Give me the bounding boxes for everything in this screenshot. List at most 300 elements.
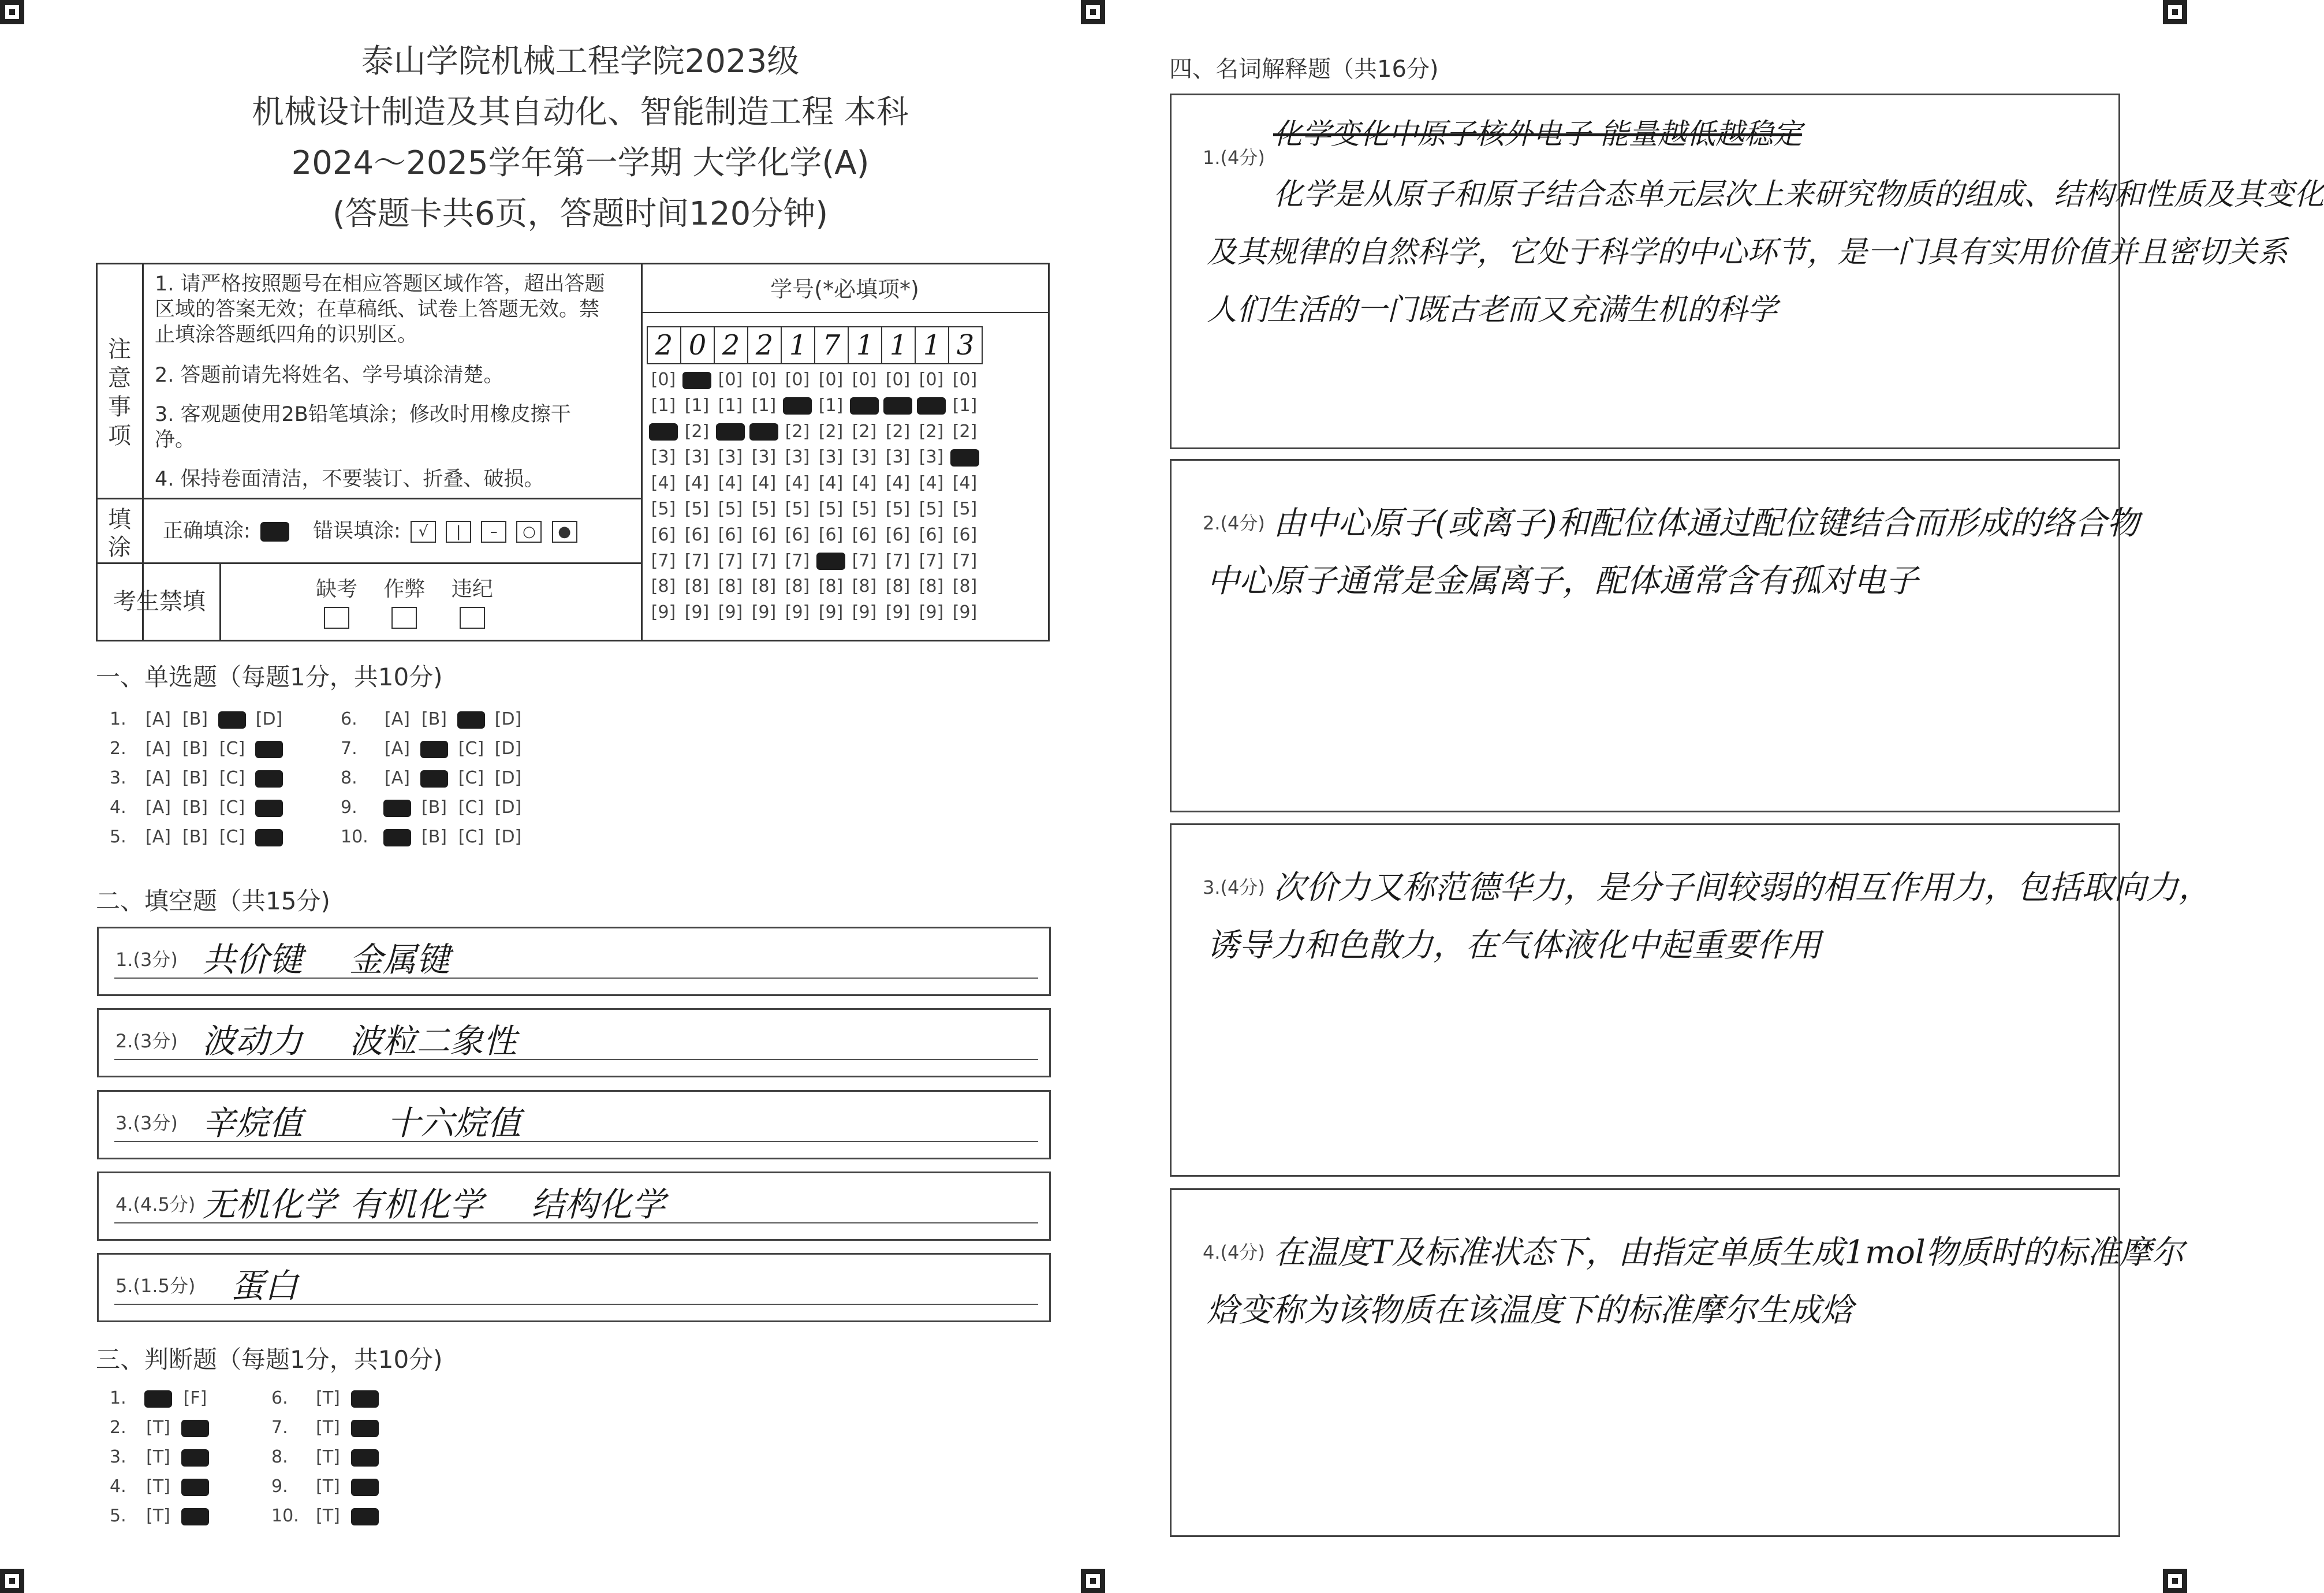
checkbox[interactable] (460, 607, 485, 629)
section3-title: 三、判断题（每题1分，共10分) (96, 1345, 443, 1374)
true-false-question (110, 1388, 214, 1408)
student-id-bubble-filled[interactable] (915, 396, 948, 416)
student-id-bubble[interactable]: [9] (651, 602, 676, 623)
correct-fill-label: 正确填涂: (163, 520, 251, 543)
student-id-bubble[interactable]: [7] (785, 550, 810, 571)
choice-option[interactable]: [B] (182, 709, 208, 729)
handwritten-answer-line[interactable]: 中心原子通常是金属离子，配体通常含有孤对电子 (1207, 562, 1918, 600)
filled-mark (255, 770, 283, 788)
question-number: 8. (341, 768, 357, 788)
filled-mark (351, 1449, 379, 1467)
handwritten-answer[interactable]: 波动力 (202, 1021, 303, 1061)
student-id-bubble[interactable]: [4] (818, 473, 844, 494)
question-number: 10. (271, 1506, 299, 1526)
handwritten-answer[interactable]: 无机化学 (202, 1185, 337, 1224)
handwritten-answer[interactable]: 结构化学 (531, 1185, 666, 1224)
student-id-bubble[interactable]: [2] (885, 421, 911, 442)
choice-option[interactable]: [B] (182, 827, 208, 847)
filled-mark (255, 829, 283, 846)
single-choice-question (110, 709, 288, 729)
student-id-bubble[interactable]: [3] (919, 447, 944, 468)
single-choice-question (110, 797, 288, 818)
student-id-bubble-row (647, 473, 982, 494)
student-id-bubble[interactable]: [4] (885, 473, 911, 494)
student-id-bubble-filled[interactable] (714, 421, 747, 442)
question-number: 3. (110, 1447, 126, 1467)
ban-label: 考生禁填 (113, 588, 206, 615)
notice-item-3: 3. 客观题使用2B铅笔填涂；修改时用橡皮擦干净。 (155, 403, 571, 452)
term-question-label: 4.(4分) (1203, 1241, 1265, 1263)
filled-mark (255, 800, 283, 817)
choice-option[interactable]: [B] (421, 827, 447, 847)
tf-option[interactable]: [F] (183, 1388, 207, 1408)
student-id-bubble[interactable]: [8] (885, 576, 911, 597)
question-number: 6. (341, 709, 357, 729)
student-id-bubble[interactable]: [2] (852, 421, 877, 442)
student-id-bubble[interactable]: [0] (751, 370, 777, 390)
registration-mark-top-left (0, 0, 24, 24)
student-id-bubble[interactable]: [8] (818, 576, 844, 597)
handwritten-answer[interactable]: 蛋白 (231, 1266, 299, 1305)
student-id-bubble[interactable]: [8] (852, 576, 877, 597)
student-id-digit: 1 (916, 327, 949, 363)
student-id-bubble[interactable]: [6] (885, 524, 911, 545)
student-id-bubble[interactable]: [9] (818, 602, 844, 623)
student-id-bubble-filled[interactable] (881, 396, 915, 416)
choice-option[interactable]: [A] (385, 709, 410, 729)
student-id-digit: 1 (782, 327, 815, 363)
student-id-bubble[interactable]: [3] (718, 447, 743, 468)
choice-option[interactable]: [C] (458, 827, 484, 847)
correct-fill-sample (260, 522, 289, 542)
choice-option-filled[interactable] (379, 797, 416, 818)
single-choice-question (341, 827, 527, 847)
tf-option-filled[interactable] (346, 1447, 383, 1467)
student-id-bubble[interactable]: [1] (718, 395, 743, 416)
student-id-bubble[interactable]: [7] (751, 550, 777, 571)
filled-mark (816, 553, 845, 570)
question-number: 6. (271, 1388, 288, 1408)
student-id-bubble-filled[interactable] (848, 396, 881, 416)
question-number: 2. (110, 1417, 126, 1438)
filled-mark (351, 1508, 379, 1525)
choice-option[interactable]: [D] (494, 709, 522, 729)
true-false-question (271, 1506, 383, 1526)
tf-option-filled[interactable] (177, 1447, 214, 1467)
handwritten-answer[interactable]: 波粒二象性 (349, 1021, 517, 1061)
section4-title: 四、名词解释题（共16分) (1169, 56, 1439, 83)
student-id-bubble[interactable]: [5] (852, 499, 877, 519)
true-false-question (110, 1476, 214, 1497)
handwritten-answer[interactable]: 辛烷值 (202, 1103, 303, 1143)
checkbox[interactable] (391, 607, 417, 629)
student-id-bubble[interactable]: [3] (785, 447, 810, 468)
question-number: 9. (341, 797, 357, 818)
student-id-bubble[interactable]: [0] (885, 370, 911, 390)
student-id-bubble[interactable]: [7] (852, 550, 877, 571)
fill-instructions (163, 518, 577, 544)
student-id-bubble[interactable]: [4] (952, 473, 978, 494)
student-id-bubble[interactable]: [4] (852, 473, 877, 494)
choice-option[interactable]: [C] (219, 738, 245, 759)
question-number: 1. (110, 1388, 126, 1408)
choice-option[interactable]: [B] (421, 709, 447, 729)
choice-option[interactable]: [B] (182, 738, 208, 759)
choice-option-filled[interactable] (251, 827, 288, 847)
choice-option[interactable]: [D] (494, 768, 522, 788)
student-id-bubble[interactable]: [6] (651, 524, 676, 545)
filled-mark (716, 423, 745, 441)
tf-option[interactable]: [T] (146, 1506, 170, 1526)
handwritten-answer-line[interactable]: 诱导力和色散力，在气体液化中起重要作用 (1207, 927, 1821, 964)
choice-option[interactable]: [B] (182, 797, 208, 818)
section1-title: 一、单选题（每题1分，共10分) (96, 663, 443, 691)
student-id-bubble[interactable]: [5] (919, 499, 944, 519)
choice-option[interactable]: [D] (255, 709, 283, 729)
tf-option-filled[interactable] (346, 1388, 383, 1408)
choice-option-filled[interactable] (251, 797, 288, 818)
handwritten-answer[interactable]: 有机化学 (349, 1185, 484, 1224)
tf-option[interactable]: [T] (316, 1476, 340, 1497)
student-id-bubble[interactable]: [3] (684, 447, 710, 468)
filled-mark (783, 397, 812, 415)
student-id-bubble[interactable]: [9] (718, 602, 743, 623)
true-false-question (271, 1476, 383, 1497)
student-id-bubble-filled[interactable] (948, 447, 982, 468)
single-choice-question (110, 768, 288, 788)
tf-option[interactable]: [T] (146, 1417, 170, 1438)
student-id-digit: 2 (648, 327, 681, 363)
student-id-bubble[interactable]: [1] (751, 395, 777, 416)
term-question-label: 3.(4分) (1203, 876, 1265, 898)
student-id-bubble[interactable]: [7] (684, 550, 710, 571)
ban-option-absent[interactable]: 缺考 (306, 573, 367, 629)
fill-blank-label: 3.(3分) (115, 1112, 178, 1134)
student-id-bubble[interactable]: [8] (718, 576, 743, 597)
student-id-bubble-filled[interactable] (814, 551, 848, 572)
student-id-bubble[interactable]: [0] (651, 370, 676, 390)
student-id-bubble[interactable]: [2] (818, 421, 844, 442)
student-id-bubble[interactable]: [9] (919, 602, 944, 623)
student-id-bubble[interactable]: [5] (885, 499, 911, 519)
handwritten-answer[interactable]: 十六烷值 (387, 1103, 521, 1143)
tf-option[interactable]: [T] (316, 1506, 340, 1526)
filled-mark (351, 1420, 379, 1437)
student-id-bubble[interactable]: [9] (684, 602, 710, 623)
choice-option-filled[interactable] (416, 768, 453, 788)
student-id-bubble[interactable]: [8] (751, 576, 777, 597)
tf-option[interactable]: [T] (146, 1447, 170, 1467)
filled-mark (950, 449, 979, 467)
student-id-bubble[interactable]: [7] (718, 550, 743, 571)
checkbox[interactable] (324, 607, 349, 629)
choice-option[interactable]: [C] (458, 797, 484, 818)
choice-option[interactable]: [A] (146, 797, 171, 818)
fill-blank-label: 5.(1.5分) (115, 1275, 196, 1297)
student-id-bubble[interactable]: [5] (684, 499, 710, 519)
filled-mark (457, 711, 485, 729)
ban-option-cheat[interactable]: 作弊 (374, 573, 435, 629)
student-id-bubble[interactable]: [8] (785, 576, 810, 597)
tf-option-filled[interactable] (177, 1506, 214, 1526)
student-id-bubble[interactable]: [4] (718, 473, 743, 494)
choice-option[interactable]: [C] (219, 827, 245, 847)
handwritten-answer-line[interactable]: 人们生活的一门既古老而又充满生机的科学 (1207, 293, 1778, 327)
wrong-sample-check: √ (411, 521, 436, 543)
filled-mark (351, 1479, 379, 1496)
choice-option-filled[interactable] (416, 738, 453, 759)
choice-option[interactable]: [C] (219, 768, 245, 788)
choice-option[interactable]: [B] (421, 797, 447, 818)
student-id-bubble[interactable]: [6] (952, 524, 978, 545)
filled-mark (144, 1390, 172, 1408)
student-id-digit: 1 (882, 327, 916, 363)
choice-option[interactable]: [D] (494, 797, 522, 818)
single-choice-question (341, 738, 527, 759)
student-id-bubble[interactable]: [1] (818, 395, 844, 416)
question-number: 7. (341, 738, 357, 759)
student-id-bubble[interactable]: [1] (651, 395, 676, 416)
student-id-bubble[interactable]: [4] (751, 473, 777, 494)
student-id-bubble-row (647, 551, 982, 572)
student-id-bubble[interactable]: [0] (852, 370, 877, 390)
student-id-bubble[interactable]: [3] (651, 447, 676, 468)
filled-mark (255, 741, 283, 758)
student-id-bubble[interactable]: [4] (919, 473, 944, 494)
tf-option[interactable]: [T] (146, 1476, 170, 1497)
student-id-bubble-filled[interactable] (680, 370, 714, 390)
student-id-bubble-filled[interactable] (647, 421, 680, 442)
student-id-bubble[interactable]: [5] (651, 499, 676, 519)
table-divider (96, 562, 642, 564)
filled-mark (181, 1420, 209, 1437)
student-id-bubble[interactable]: [4] (651, 473, 676, 494)
wrong-sample-dot: ● (552, 521, 577, 543)
filled-mark (682, 372, 711, 389)
student-id-bubble[interactable]: [8] (919, 576, 944, 597)
student-id-bubble[interactable]: [9] (785, 602, 810, 623)
struck-out-answer: 化学变化中原子核外电子 能量越低越稳定 (1273, 117, 1802, 151)
handwritten-answer[interactable]: 共价键 (202, 940, 303, 979)
student-id-bubble[interactable]: [5] (718, 499, 743, 519)
fill-blank-label: 1.(3分) (115, 949, 178, 971)
student-id-bubble[interactable]: [0] (718, 370, 743, 390)
student-id-bubble[interactable]: [3] (818, 447, 844, 468)
tf-option-filled[interactable] (177, 1417, 214, 1438)
tf-option-filled[interactable] (177, 1476, 214, 1497)
student-id-bubble-row (647, 447, 982, 468)
student-id-bubble-row (647, 602, 982, 623)
student-id-bubble-row (647, 499, 982, 520)
true-false-question (271, 1447, 383, 1467)
student-id-bubble[interactable]: [6] (919, 524, 944, 545)
handwritten-answer-line[interactable]: 次价力又称范德华力，是分子间较弱的相互作用力，包括取向力， (1273, 869, 2211, 906)
notice-item-1: 1. 请严格按照题号在相应答题区域作答，超出答题区域的答案无效；在草稿纸、试卷上答题无效。禁止填涂答题纸四角的识别区。 (155, 273, 605, 346)
question-number: 5. (110, 827, 126, 847)
notice-item-2: 2. 答题前请先将姓名、学号填涂清楚。 (155, 364, 504, 387)
student-id-bubble[interactable]: [0] (818, 370, 844, 390)
student-id-bubble[interactable]: [6] (751, 524, 777, 545)
student-id-bubble[interactable]: [3] (885, 447, 911, 468)
fill-blank-label: 4.(4.5分) (115, 1193, 196, 1215)
question-number: 7. (271, 1417, 288, 1438)
student-id-bubble[interactable]: [5] (785, 499, 810, 519)
choice-option[interactable]: [A] (146, 768, 171, 788)
tf-option[interactable]: [T] (316, 1417, 340, 1438)
handwritten-answer-line[interactable]: 及其规律的自然科学，它处于科学的中心环节，是一门具有实用价值并且密切关系 (1207, 235, 2288, 270)
tf-option-filled[interactable] (140, 1388, 177, 1408)
handwritten-answer-line[interactable]: 化学是从原子和原子结合态单元层次上来研究物质的组成、结构和性质及其变化 (1273, 177, 2324, 212)
filled-mark (420, 770, 448, 788)
student-id-bubble[interactable]: [8] (684, 576, 710, 597)
single-choice-question (110, 738, 288, 759)
fill-label: 填涂 (108, 506, 131, 561)
student-id-bubble[interactable]: [9] (852, 602, 877, 623)
handwritten-answer[interactable]: 金属键 (349, 940, 450, 979)
exam-header-line-4: (答题卡共6页，答题时间120分钟) (332, 195, 829, 233)
true-false-question (110, 1506, 214, 1526)
filled-mark (420, 741, 448, 758)
handwritten-answer-line[interactable]: 在温度T及标准状态下，由指定单质生成1mol物质时的标准摩尔 (1273, 1234, 2184, 1271)
choice-option[interactable]: [A] (146, 827, 171, 847)
choice-option[interactable]: [A] (385, 768, 410, 788)
single-choice-question (341, 709, 527, 729)
choice-option-filled[interactable] (453, 709, 490, 729)
filled-mark (383, 800, 411, 817)
student-id-bubble[interactable]: [1] (952, 395, 978, 416)
student-id-bubble[interactable]: [8] (651, 576, 676, 597)
student-id-bubble-filled[interactable] (781, 396, 814, 416)
choice-option[interactable]: [C] (458, 738, 484, 759)
student-id-bubble[interactable]: [9] (751, 602, 777, 623)
tf-option[interactable]: [T] (316, 1388, 340, 1408)
student-id-digit: 7 (815, 327, 849, 363)
tf-option-filled[interactable] (346, 1506, 383, 1526)
choice-option[interactable]: [D] (494, 738, 522, 759)
student-id-digit: 2 (748, 327, 782, 363)
choice-option[interactable]: [D] (494, 827, 522, 847)
handwritten-answer-line[interactable]: 由中心原子(或离子)和配位体通过配位键结合而形成的络合物 (1273, 505, 2139, 542)
single-choice-question (110, 827, 288, 847)
table-divider (96, 498, 642, 499)
filled-mark (850, 397, 879, 415)
student-id-bubble[interactable]: [2] (952, 421, 978, 442)
true-false-question (110, 1417, 214, 1438)
registration-mark-top-right (2163, 0, 2187, 24)
student-id-digit: 1 (849, 327, 882, 363)
ban-options (306, 573, 503, 629)
student-id-bubble[interactable]: [2] (684, 421, 710, 442)
student-id-bubble-row (647, 421, 982, 442)
student-id-bubble[interactable]: [6] (684, 524, 710, 545)
tf-option-filled[interactable] (346, 1417, 383, 1438)
question-number: 1. (110, 709, 126, 729)
student-id-bubble[interactable]: [4] (684, 473, 710, 494)
question-number: 4. (110, 1476, 126, 1497)
filled-mark (181, 1479, 209, 1496)
table-divider (643, 312, 1048, 313)
handwritten-answer-line[interactable]: 焓变称为该物质在该温度下的标准摩尔生成焓 (1207, 1292, 1853, 1329)
wrong-sample-bar: | (446, 521, 471, 543)
student-id-bubble[interactable]: [4] (785, 473, 810, 494)
registration-mark-top-center (1081, 0, 1105, 24)
student-id-digit: 2 (715, 327, 748, 363)
student-id-bubble[interactable]: [6] (718, 524, 743, 545)
ban-option-violation[interactable]: 违纪 (442, 573, 503, 629)
student-id-bubble[interactable]: [5] (952, 499, 978, 519)
student-id-bubble[interactable]: [2] (785, 421, 810, 442)
student-id-bubble-row (647, 525, 982, 546)
student-id-bubble[interactable]: [2] (919, 421, 944, 442)
table-divider (219, 562, 221, 641)
tf-option[interactable]: [T] (316, 1447, 340, 1467)
student-id-bubble[interactable]: [0] (952, 370, 978, 390)
filled-mark (351, 1390, 379, 1408)
true-false-question (110, 1447, 214, 1467)
section2-title: 二、填空题（共15分) (96, 887, 330, 915)
tf-option-filled[interactable] (346, 1476, 383, 1497)
student-id-bubble[interactable]: [3] (751, 447, 777, 468)
student-id-bubble[interactable]: [9] (952, 602, 978, 623)
student-id-bubble[interactable]: [1] (684, 395, 710, 416)
choice-option[interactable]: [A] (146, 738, 171, 759)
student-id-bubble[interactable]: [0] (919, 370, 944, 390)
table-divider (142, 263, 144, 641)
single-choice-question (341, 768, 527, 788)
student-id-bubble[interactable]: [6] (818, 524, 844, 545)
student-id-bubble[interactable]: [7] (651, 550, 676, 571)
student-id-bubble[interactable]: [5] (818, 499, 844, 519)
filled-mark (218, 711, 246, 729)
choice-option-filled[interactable] (379, 827, 416, 847)
choice-option[interactable]: [B] (182, 768, 208, 788)
fill-blank-label: 2.(3分) (115, 1030, 178, 1052)
registration-mark-bottom-left (0, 1569, 24, 1593)
filled-mark (181, 1449, 209, 1467)
registration-mark-bottom-right (2163, 1569, 2187, 1593)
question-number: 4. (110, 797, 126, 818)
choice-option-filled[interactable] (251, 768, 288, 788)
student-id-digit: 0 (681, 327, 715, 363)
notice-item-4: 4. 保持卷面清洁，不要装订、折叠、破损。 (155, 468, 544, 491)
question-number: 9. (271, 1476, 288, 1497)
student-id-bubble[interactable]: [3] (852, 447, 877, 468)
wrong-fill-label: 错误填涂: (313, 520, 401, 543)
student-id-bubble[interactable]: [8] (952, 576, 978, 597)
student-id-bubble[interactable]: [6] (785, 524, 810, 545)
student-id-bubble[interactable]: [6] (852, 524, 877, 545)
student-id-bubble-filled[interactable] (747, 421, 781, 442)
exam-header-line-1: 泰山学院机械工程学院2023级 (361, 43, 800, 80)
student-id-bubble[interactable]: [5] (751, 499, 777, 519)
choice-option[interactable]: [A] (146, 709, 171, 729)
student-id-bubble[interactable]: [0] (785, 370, 810, 390)
single-choice-question (341, 797, 527, 818)
choice-option-filled[interactable] (251, 738, 288, 759)
choice-option[interactable]: [C] (458, 768, 484, 788)
question-number: 8. (271, 1447, 288, 1467)
choice-option[interactable]: [A] (385, 738, 410, 759)
student-id-bubble[interactable]: [7] (885, 550, 911, 571)
student-id-bubble[interactable]: [7] (952, 550, 978, 571)
choice-option-filled[interactable] (214, 709, 251, 729)
true-false-question (271, 1388, 383, 1408)
student-id-bubble-row (647, 370, 982, 390)
student-id-bubble[interactable]: [7] (919, 550, 944, 571)
choice-option[interactable]: [C] (219, 797, 245, 818)
student-id-bubble[interactable]: [9] (885, 602, 911, 623)
wrong-sample-dash: – (481, 521, 506, 543)
